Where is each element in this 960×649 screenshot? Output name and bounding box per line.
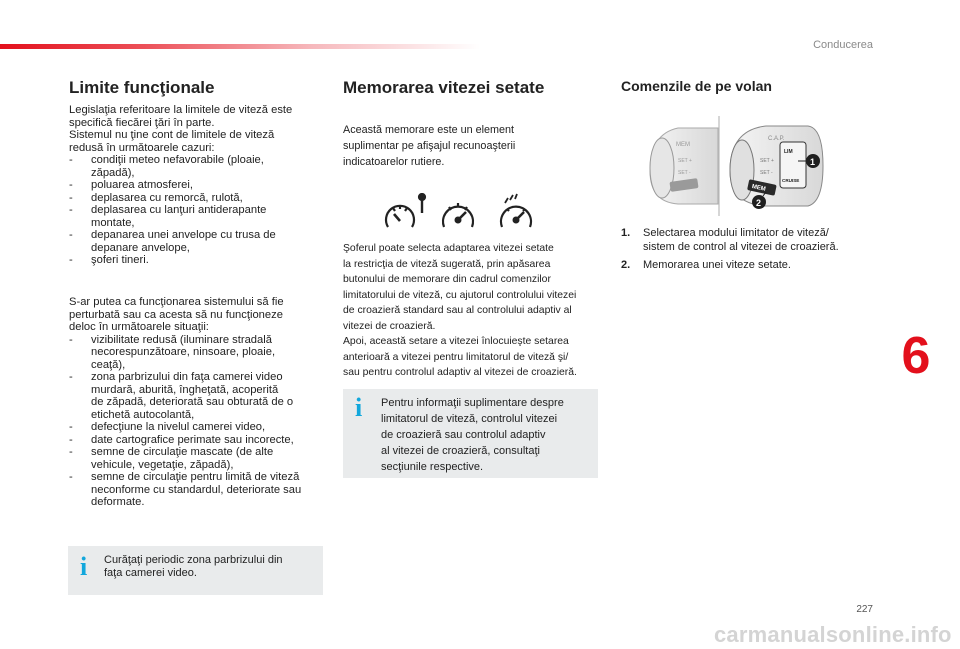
memorize-body: Şoferul poate selecta adaptarea vitezei setate la restricţia de viteză sugerată, prin apăsarea butonului de memorare din cadrul comenzilor limitatorului de viteză, cu ajutorul controlului vitezei de croazieră standard sau al controlului adaptiv al vitezei de croazieră. Apoi, această setare a vitezei înlocuieşte setarea anterioară a vitezei pentru limitatorul de viteză şi/ sau pentru controlul adaptiv al vitezei de croazieră. — [343, 243, 577, 378]
list-item: - poluarea atmosferei, — [69, 179, 193, 191]
callout-2: 2 — [756, 198, 762, 208]
cruise-label: CRUISE — [782, 178, 800, 183]
list-item: - depanarea unei anvelope cu trusa de depanare anvelope, — [69, 229, 276, 254]
list-item: - condiţii meteo nefavorabile (ploaie, zăpadă), — [69, 154, 264, 179]
steering-controls-list — [621, 226, 871, 276]
list-item: - şoferi tineri. — [69, 254, 149, 266]
info-icon: i — [355, 393, 363, 422]
info-box-more-info — [343, 389, 598, 478]
left-stalk-mem-label: MEM — [676, 142, 690, 148]
left-stalk-set-minus-label: SET - — [678, 170, 691, 176]
lim-label: LIM — [784, 149, 793, 155]
steering-controls-illustration — [648, 116, 848, 216]
list-item: 2. Memorarea unei viteze setate. — [621, 259, 791, 271]
limits-paragraph-2: S-ar putea ca funcţionarea sistemului să fie perturbată sau ca acesta să nu funcţioneze deloc în următoarele situaţii: - vizibilitate redusă (iluminare stradală necorespunzătoare, ninsoare, ploaie, ceaţă), - zona parbrizului din faţa camerei video murdară, aburită, îngheţată, acoperită de zăpadă, deteriorată sau obturată de o etichetă autocolantă, - defecţiune la nivelul camerei video, - date cartografice perimate sau incorecte, - semne de circulaţie mascate (de alte vehicule, vegetaţie, zăpadă), - semne de circulaţie pentru limită de viteză neconforme cu standardul, deteriorate sau deformate. — [69, 296, 325, 509]
section-title-memorize: Memorarea vitezei setate — [343, 78, 545, 97]
watermark: carmanualsonline.info — [714, 622, 952, 647]
chapter-title: Conducerea — [813, 39, 873, 51]
page-number: 227 — [856, 604, 873, 615]
memorize-intro: Această memorare este un element suplimentar pe afişajul recunoaşterii indicatoarelor rutiere. — [343, 124, 516, 168]
list-item: - semne de circulaţie mascate (de alte vehicule, vegetaţie, zăpadă), — [69, 446, 274, 471]
callout-1: 1 — [810, 157, 816, 167]
list-item: - vizibilitate redusă (iluminare stradală necorespunzătoare, ninsoare, ploaie, ceaţă), — [69, 333, 276, 371]
list-item: - defecţiune la nivelul camerei video, — [69, 421, 266, 433]
chapter-tab-number: 6 — [901, 327, 931, 385]
info-text: Curăţaţi periodic zona parbrizului din faţa camerei video. — [104, 554, 283, 579]
info-box-clean-windscreen — [68, 546, 323, 595]
chapter-color-bar — [0, 44, 480, 49]
info-text: Pentru informaţii suplimentare despre limitatorul de viteză, controlul vitezei de croazieră sau controlul adaptiv al vitezei de croazieră, consultaţi secţiunile respective. — [381, 397, 564, 473]
list-item: 1. Selectarea modului limitator de viteză/ sistem de control al vitezei de croazieră. — [621, 227, 839, 253]
adaptive-cruise-control-icon — [501, 194, 531, 227]
left-stalk-set-plus-label: SET + — [678, 158, 692, 164]
info-icon: i — [80, 552, 88, 581]
limits-list-1 — [69, 154, 325, 267]
list-item: - deplasarea cu remorcă, rulotă, — [69, 191, 243, 204]
limits-list-2 — [69, 334, 325, 509]
list-item: - deplasarea cu lanţuri antiderapante montate, — [69, 204, 267, 229]
section-title-limits: Limite funcţionale — [69, 78, 215, 97]
list-item: - zona parbrizului din faţa camerei video murdară, aburită, îngheţată, acoperită de zăpadă, deteriorată sau obturată de o etichetă autocolantă, — [69, 371, 294, 421]
mem-button-label: MEM — [751, 183, 767, 193]
speed-icons-row — [380, 193, 540, 233]
list-item: - date cartografice perimate sau incorecte, — [69, 433, 294, 446]
limits-paragraph-1: Legislaţia referitoare la limitele de viteză este specifică fiecărei ţări în parte. Sistemul nu ţine cont de limitele de viteză redusă în următoarele cazuri: - condiţii meteo nefavorabile (ploaie, zăpadă), - poluarea atmosferei, - deplasarea cu remorcă, rulotă, - deplasarea cu lanţuri antiderapante montate, - depanarea unei anvelope cu trusa de depanare anvelope, - şoferi tineri. — [69, 104, 325, 267]
right-stalk-set-plus-label: SET + — [760, 158, 774, 164]
speed-limiter-icon — [386, 194, 425, 227]
right-stalk-set-minus-label: SET - — [760, 170, 773, 176]
cruise-control-icon — [443, 203, 473, 227]
section-title-steering-controls: Comenzile de pe volan — [621, 78, 772, 94]
list-item: - semne de circulaţie pentru limită de viteză neconforme cu standardul, deteriorate sau deformate. — [69, 471, 302, 508]
right-stalk-cap-label: C.A.P. — [768, 136, 785, 142]
